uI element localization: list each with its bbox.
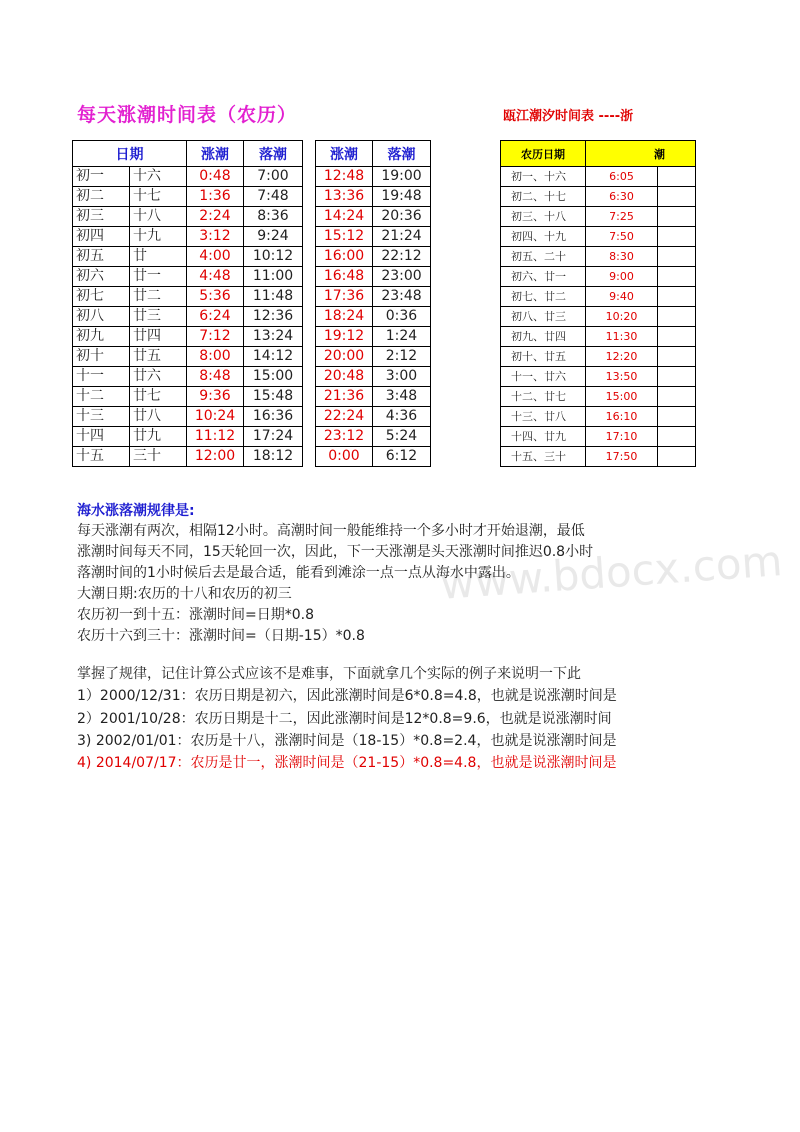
lunar-day-cell: 十七 <box>130 187 187 207</box>
watermark: www.bdocx.com <box>438 536 784 609</box>
low-tide-cell: 11:48 <box>244 287 303 307</box>
low-tide-cell: 7:00 <box>244 167 303 187</box>
high-tide-cell: 2:24 <box>187 207 244 227</box>
high-tide-cell: 22:24 <box>316 407 373 427</box>
rule-line: 大潮日期:农历的十八和农历的初三 <box>77 586 292 602</box>
lunar-day-cell: 十八 <box>130 207 187 227</box>
tide-time-cell: 9:40 <box>586 287 658 307</box>
high-tide-cell: 14:24 <box>316 207 373 227</box>
high-tide-cell: 5:36 <box>187 287 244 307</box>
low-tide-cell: 10:12 <box>244 247 303 267</box>
high-tide-cell: 9:36 <box>187 387 244 407</box>
table-row <box>73 447 303 467</box>
low-tide-cell: 9:24 <box>244 227 303 247</box>
lunar-date-cell: 初九、廿四 <box>501 327 586 347</box>
empty-cell <box>658 427 696 447</box>
header-tide: 潮 <box>586 141 696 167</box>
table-row <box>316 387 431 407</box>
low-tide-cell: 14:12 <box>244 347 303 367</box>
lunar-day-cell: 初九 <box>73 327 130 347</box>
example-item: 2）2001/10/28：农历日期是十二，因此涨潮时间是12*0.8=9.6，也就是说涨潮时间 <box>77 711 612 727</box>
oujiang-tide-table <box>500 140 696 467</box>
high-tide-cell: 4:00 <box>187 247 244 267</box>
low-tide-cell: 23:00 <box>373 267 431 287</box>
table-row <box>501 447 696 467</box>
header-high-tide-2: 涨潮 <box>316 141 373 167</box>
example-item: 3) 2002/01/01：农历是十八，涨潮时间是（18-15）*0.8=2.4，也就是说涨潮时间是 <box>77 733 617 749</box>
lunar-day-cell: 三十 <box>130 447 187 467</box>
table-row <box>73 407 303 427</box>
table-row <box>73 207 303 227</box>
tide-time-cell: 11:30 <box>586 327 658 347</box>
table-row <box>73 327 303 347</box>
low-tide-cell: 4:36 <box>373 407 431 427</box>
lunar-date-cell: 十四、廿九 <box>501 427 586 447</box>
low-tide-cell: 15:00 <box>244 367 303 387</box>
table-row <box>316 167 431 187</box>
low-tide-cell: 2:12 <box>373 347 431 367</box>
low-tide-cell: 15:48 <box>244 387 303 407</box>
lunar-day-cell: 初八 <box>73 307 130 327</box>
empty-cell <box>658 247 696 267</box>
rule-line: 每天涨潮有两次，相隔12小时。高潮时间一般能维持一个多小时才开始退潮，最低 <box>77 523 585 539</box>
formula-line: 农历初一到十五：涨潮时间=日期*0.8 <box>77 607 314 623</box>
high-tide-cell: 7:12 <box>187 327 244 347</box>
lunar-day-cell: 廿九 <box>130 427 187 447</box>
empty-cell <box>658 267 696 287</box>
header-high-tide: 涨潮 <box>187 141 244 167</box>
high-tide-cell: 20:00 <box>316 347 373 367</box>
empty-cell <box>658 227 696 247</box>
table-row <box>73 247 303 267</box>
table-row <box>73 287 303 307</box>
low-tide-cell: 6:12 <box>373 447 431 467</box>
table-row <box>501 307 696 327</box>
lunar-day-cell: 十四 <box>73 427 130 447</box>
lunar-day-cell: 廿 <box>130 247 187 267</box>
table-row <box>316 247 431 267</box>
low-tide-cell: 19:00 <box>373 167 431 187</box>
tide-time-cell: 7:25 <box>586 207 658 227</box>
lunar-day-cell: 初三 <box>73 207 130 227</box>
lunar-day-cell: 初二 <box>73 187 130 207</box>
lunar-day-cell: 十二 <box>73 387 130 407</box>
empty-cell <box>658 447 696 467</box>
lunar-date-cell: 初二、十七 <box>501 187 586 207</box>
high-tide-cell: 0:00 <box>316 447 373 467</box>
empty-cell <box>658 307 696 327</box>
high-tide-cell: 11:12 <box>187 427 244 447</box>
empty-cell <box>658 387 696 407</box>
table-row <box>501 427 696 447</box>
empty-cell <box>658 287 696 307</box>
low-tide-cell: 5:24 <box>373 427 431 447</box>
lunar-date-cell: 初一、十六 <box>501 167 586 187</box>
lunar-day-cell: 十一 <box>73 367 130 387</box>
lunar-date-cell: 初十、廿五 <box>501 347 586 367</box>
table-row <box>316 287 431 307</box>
high-tide-cell: 3:12 <box>187 227 244 247</box>
table-row <box>316 367 431 387</box>
empty-cell <box>658 207 696 227</box>
example-item-highlight: 4) 2014/07/17：农历是廿一，涨潮时间是（21-15）*0.8=4.8，也就是说涨潮时间是 <box>77 755 617 771</box>
lunar-date-cell: 十二、廿七 <box>501 387 586 407</box>
tide-time-cell: 17:10 <box>586 427 658 447</box>
tide-time-cell: 16:10 <box>586 407 658 427</box>
lunar-date-cell: 初六、廿一 <box>501 267 586 287</box>
low-tide-cell: 23:48 <box>373 287 431 307</box>
low-tide-cell: 12:36 <box>244 307 303 327</box>
table-row <box>501 407 696 427</box>
low-tide-cell: 0:36 <box>373 307 431 327</box>
oujiang-title: 瓯江潮汐时间表 ----浙 <box>503 109 634 124</box>
lunar-date-cell: 初七、廿二 <box>501 287 586 307</box>
lunar-date-cell: 初八、廿三 <box>501 307 586 327</box>
table-row <box>316 187 431 207</box>
table-row <box>73 367 303 387</box>
tide-time-cell: 7:50 <box>586 227 658 247</box>
high-tide-cell: 8:00 <box>187 347 244 367</box>
examples-intro: 掌握了规律，记住计算公式应该不是难事，下面就拿几个实际的例子来说明一下此 <box>77 666 581 682</box>
high-tide-cell: 20:48 <box>316 367 373 387</box>
lunar-date-cell: 十一、廿六 <box>501 367 586 387</box>
lunar-day-cell: 十五 <box>73 447 130 467</box>
lunar-day-cell: 廿一 <box>130 267 187 287</box>
high-tide-cell: 8:48 <box>187 367 244 387</box>
empty-cell <box>658 187 696 207</box>
lunar-day-cell: 廿四 <box>130 327 187 347</box>
table-row <box>73 227 303 247</box>
tide-time-cell: 6:30 <box>586 187 658 207</box>
lunar-day-cell: 初一 <box>73 167 130 187</box>
lunar-date-cell: 十五、三十 <box>501 447 586 467</box>
low-tide-cell: 16:36 <box>244 407 303 427</box>
low-tide-cell: 11:00 <box>244 267 303 287</box>
lunar-date-cell: 十三、廿八 <box>501 407 586 427</box>
high-tide-cell: 12:00 <box>187 447 244 467</box>
lunar-day-cell: 十三 <box>73 407 130 427</box>
high-tide-cell: 16:48 <box>316 267 373 287</box>
header-date: 日期 <box>73 141 187 167</box>
table-row <box>501 187 696 207</box>
high-tide-cell: 10:24 <box>187 407 244 427</box>
table-row <box>501 387 696 407</box>
formula-line: 农历十六到三十：涨潮时间=（日期-15）*0.8 <box>77 628 365 644</box>
table-row <box>501 247 696 267</box>
lunar-day-cell: 廿八 <box>130 407 187 427</box>
low-tide-cell: 7:48 <box>244 187 303 207</box>
lunar-day-cell: 初十 <box>73 347 130 367</box>
table-row <box>73 307 303 327</box>
lunar-day-cell: 初四 <box>73 227 130 247</box>
header-lunar-date: 农历日期 <box>501 141 586 167</box>
table-row <box>501 327 696 347</box>
high-tide-cell: 6:24 <box>187 307 244 327</box>
tide-time-cell: 9:00 <box>586 267 658 287</box>
tide-time-cell: 10:20 <box>586 307 658 327</box>
lunar-day-cell: 廿五 <box>130 347 187 367</box>
table-row <box>316 427 431 447</box>
empty-cell <box>658 367 696 387</box>
lunar-date-cell: 初五、二十 <box>501 247 586 267</box>
table-row <box>316 267 431 287</box>
low-tide-cell: 21:24 <box>373 227 431 247</box>
table-row <box>316 447 431 467</box>
high-tide-cell: 12:48 <box>316 167 373 187</box>
tide-time-cell: 15:00 <box>586 387 658 407</box>
lunar-day-cell: 初六 <box>73 267 130 287</box>
table-row <box>316 307 431 327</box>
empty-cell <box>658 167 696 187</box>
lunar-day-cell: 廿七 <box>130 387 187 407</box>
low-tide-cell: 19:48 <box>373 187 431 207</box>
high-tide-cell: 0:48 <box>187 167 244 187</box>
table-row <box>73 427 303 447</box>
lunar-day-cell: 初五 <box>73 247 130 267</box>
lunar-date-cell: 初三、十八 <box>501 207 586 227</box>
table-row <box>501 347 696 367</box>
table-row <box>316 347 431 367</box>
low-tide-cell: 17:24 <box>244 427 303 447</box>
table-row <box>73 267 303 287</box>
empty-cell <box>658 347 696 367</box>
empty-cell <box>658 327 696 347</box>
table-row <box>501 167 696 187</box>
low-tide-cell: 22:12 <box>373 247 431 267</box>
header-low-tide-2: 落潮 <box>373 141 431 167</box>
high-tide-cell: 15:12 <box>316 227 373 247</box>
tide-time-cell: 17:50 <box>586 447 658 467</box>
table-row <box>501 287 696 307</box>
tide-table-afternoon <box>315 140 431 467</box>
high-tide-cell: 17:36 <box>316 287 373 307</box>
low-tide-cell: 3:48 <box>373 387 431 407</box>
high-tide-cell: 18:24 <box>316 307 373 327</box>
tide-time-cell: 6:05 <box>586 167 658 187</box>
rule-line: 落潮时间的1小时候后去是最合适，能看到滩涂一点一点从海水中露出。 <box>77 565 520 581</box>
lunar-day-cell: 廿六 <box>130 367 187 387</box>
high-tide-cell: 19:12 <box>316 327 373 347</box>
high-tide-cell: 21:36 <box>316 387 373 407</box>
table-row <box>316 207 431 227</box>
high-tide-cell: 23:12 <box>316 427 373 447</box>
header-low-tide: 落潮 <box>244 141 303 167</box>
lunar-day-cell: 初七 <box>73 287 130 307</box>
low-tide-cell: 8:36 <box>244 207 303 227</box>
lunar-day-cell: 廿二 <box>130 287 187 307</box>
high-tide-cell: 1:36 <box>187 187 244 207</box>
table-row <box>501 367 696 387</box>
table-row <box>73 347 303 367</box>
low-tide-cell: 3:00 <box>373 367 431 387</box>
table-row <box>316 407 431 427</box>
low-tide-cell: 18:12 <box>244 447 303 467</box>
high-tide-cell: 13:36 <box>316 187 373 207</box>
table-row <box>73 167 303 187</box>
lunar-day-cell: 十九 <box>130 227 187 247</box>
table-row <box>501 207 696 227</box>
table-row <box>316 227 431 247</box>
oujiang-table-clip <box>500 140 665 480</box>
rule-line: 涨潮时间每天不同，15天轮回一次，因此，下一天涨潮是头天涨潮时间推迟0.8小时 <box>77 544 594 560</box>
table-row <box>501 227 696 247</box>
page-title: 每天涨潮时间表（农历） <box>77 104 298 126</box>
high-tide-cell: 4:48 <box>187 267 244 287</box>
lunar-day-cell: 廿三 <box>130 307 187 327</box>
tide-time-cell: 13:50 <box>586 367 658 387</box>
lunar-date-cell: 初四、十九 <box>501 227 586 247</box>
rules-title: 海水涨落潮规律是: <box>77 503 195 519</box>
table-row <box>73 387 303 407</box>
low-tide-cell: 13:24 <box>244 327 303 347</box>
high-tide-cell: 16:00 <box>316 247 373 267</box>
low-tide-cell: 1:24 <box>373 327 431 347</box>
table-row <box>316 327 431 347</box>
tide-time-cell: 8:30 <box>586 247 658 267</box>
example-item: 1）2000/12/31：农历日期是初六，因此涨潮时间是6*0.8=4.8，也就是说涨潮时间是 <box>77 688 617 704</box>
tide-time-cell: 12:20 <box>586 347 658 367</box>
lunar-day-cell: 十六 <box>130 167 187 187</box>
table-row <box>73 187 303 207</box>
low-tide-cell: 20:36 <box>373 207 431 227</box>
empty-cell <box>658 407 696 427</box>
tide-table-main <box>72 140 303 467</box>
table-row <box>501 267 696 287</box>
